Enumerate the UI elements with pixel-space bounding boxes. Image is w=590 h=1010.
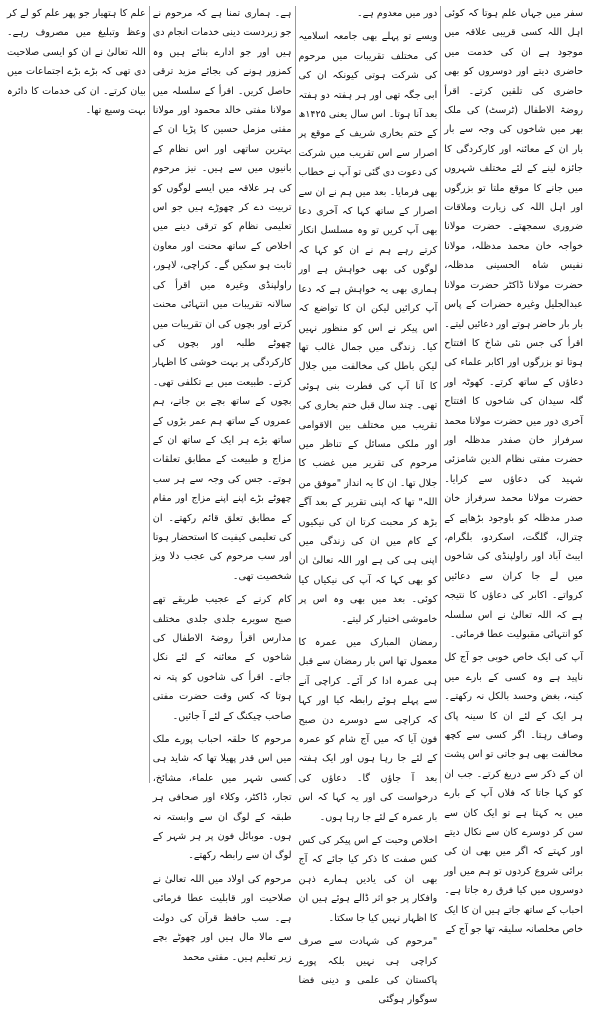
column-1 xyxy=(441,4,586,936)
paragraph: مرحوم کا حلقہ احباب پورے ملک میں اس قدر پھیلا تھا کہ شاید ہی کسی شہر میں علماء، مشائخ، تجار، ڈاکٹر، وکلاء اور صحافی ہر طبقہ کے لوگ ان سے وابستہ نہ ہوں۔ موبائل فون پر ہر شہر کے لوگ ان سے رابطہ رکھتے۔ xyxy=(152,734,292,862)
column-4 xyxy=(4,4,149,785)
paragraph: رمضان المبارک میں عمرہ کا معمول تھا اس بار رمضان سے قبل ہی عمرہ ادا کر آئے۔ کراچی آنے سے پہلے ہوئے رابطہ کیا اور کہا کہ کراچی سے دوسرے دن صبح فون آیا کہ میں آج شام کو عمرہ کے لئے جا رہا ہوں اور ایک ہفتہ بعد آ جاؤں گا۔ دعاؤں کی درخواست کی اور یہ کہا کہ اس بار عمرہ کے لئے جا رہا ہوں۔ xyxy=(298,637,438,823)
paragraph: ویسے تو پہلے بھی جامعہ اسلامیہ کی مختلف تقریبات میں مرحوم کی شرکت ہوتی کیونکہ ان کی ابی جگہ تھی اور ہر ہفتہ دو ہفتہ بعد آنا ہوتا۔ اس سال یعنی ۱۴۲۵ھ کے ختم بخاری شریف کے موقع پر اصرار سے اس تقریب میں شرکت کی دعوت دی گئی تو آپ نے خطاب بھی فرمایا۔ بعد میں ہم نے ان سے اصرار کے ساتھ کہا کہ آخری دعا بھی آپ کریں تو وہ مسلسل انکار کرتے رہے ہم نے ان کو کہا کہ لوگوں کی بھی خواہش ہے اور ہماری بھی یہ خواہش ہے کہ دعا آپ کرائیں لیکن ان کا تواضع کہ اس پیکر نے اس کو منظور نہیں کیا۔ زندگی میں جمال غالب تھا لیکن باطل کی مخالفت میں جلال کا آنا آپ کی فطرت بنی ہوئی تھی۔ چند سال قبل ختم بخاری کی تقریب میں مختلف بین الاقوامی اور ملکی مسائل کے تناظر میں مرحوم کی تقریر میں غضب کا جلال تھا۔ ان کا یہ انداز "موفق من اللہ" تھا کہ اپنی تقریر کے بعد آگے بڑھ کر محبت کرتا ان کی نیکیوں کے کام میں ان کی زندگی میں اپنی ہی کی ہے اور اللہ تعالیٰ ان کو بھی کہا کہ آپ کی نیکیاں کیا کوئی۔ بعد میں بھی وہ اس پر خاموشی اختیار کر لیتے۔ xyxy=(298,31,438,625)
paragraph: دور میں معدوم ہے۔ xyxy=(357,8,438,19)
paragraph: علم کا ہتھیار جو پھر علم کو لے کر وعظ وتبلیغ میں مصروف رہے۔ اللہ تعالیٰ نے ان کو ایسی صلاحیت دی تھی کہ بڑے بڑے اجتماعات میں بیان کرتے۔ ان کی خدمات کا دائرہ بہت وسیع تھا۔ xyxy=(7,8,146,117)
paragraph: "مرحوم کی شہادت سے صرف کراچی ہی نہیں بلکہ پورے پاکستان کی علمی و دینی فضا سوگوار ہوگئی xyxy=(298,936,438,1006)
paragraph: کام کرنے کے عجیب طریقے تھے صبح سویرے جلدی جلدی مختلف مدارس اقرأ روضۃ الاطفال کی شاخوں کے معائنہ کے لئے نکل جاتے۔ اقرأ کی شاخوں کو پتہ نہ ہوتا کہ کس وقت حضرت مفتی صاحب چیکنگ کے لئے آ جائیں۔ xyxy=(152,594,292,722)
column-2 xyxy=(296,4,441,1006)
paragraph: ہے۔ ہماری تمنا ہے کہ مرحوم نے جو زبردست دینی خدمات انجام دی ہیں اور جو ادارے بنائے ہیں وہ کمزور ہونے کی بجائے مزید ترقی حاصل کریں۔ اقرأ کے سلسلہ میں مولانا مفتی خالد محمود اور مولانا مفتی مزمل حسین کا پڑیا ان کے بہترین ساتھی اور اس نظام کے بانیوں میں سے ہیں۔ نیز مرحوم کی ہر علاقہ میں ایسے لوگوں کو تربیت دے کر چھوڑے ہیں جو اس تعلیمی نظام کو ترقی دینے میں اخلاص کے ساتھ محنت اور معاون ثابت ہو سکیں گے۔ کراچی، لاہور، راولپنڈی وغیرہ میں اقرأ کی سالانہ تقریبات میں انتہائی محنت کرتے اور بچوں کی ان تقریبات میں چھوٹے طلبہ اور بچوں کی کارکردگی پر بہت خوشی کا اظہار کرتے۔ طبیعت میں بے تکلفی تھی۔ بچوں کے ساتھ بچے بن جاتے، ہم عمروں کے ساتھ ہم عمر بڑوں کے ساتھ بڑے ہر ایک کے ساتھ ان کے مزاج و طبیعت کے مطابق تعلقات ہوتے۔ جس کی وجہ سے ہر سب چھوٹے بڑے اپنے اپنے مزاج اور مقام کے مطابق تعلق قائم رکھتے۔ ان کی تعلیمی کیفیت کا استحضار ہوتا اور سب مرحوم کی عجب دلا ویز شخصیت تھی۔ xyxy=(152,8,292,582)
paragraph: اخلاص وحبت کے اس پیکر کی کس کس صفت کا ذکر کیا جائے کہ آج بھی ان کی یادیں ہمارے ذہن وافکار پر جو اثر ڈالے ہوئے ہیں ان کا اظہار نہیں کیا جا سکتا۔ xyxy=(298,835,438,924)
paragraph: آپ کی ایک خاص خوبی جو آج کل ناپید ہے وہ کسی کے بارے میں کینہ، بغض وحسد بالکل نہ رکھتے۔ ہر ایک کے لئے ان کا سینہ پاک وصاف رہتا۔ اگر کسی سے کچھ مخالفت بھی ہو جاتی تو اس پشت ان کے ذکر سے دریغ کرتے۔ جب ان کو کہا جاتا کہ فلاں آپ کے بارے میں یہ کہتا ہے تو ایک کان سے سن کر دوسرے کان سے نکال دیتے اور کہتے کہ اگر میں بھی ان کی برائی شروع کردوں تو ہم میں اور دوسروں میں کیا فرق رہ جاتا ہے۔ احباب کے ساتھ جاتے ہیں ان کا ایک خاص مخلصانہ سلیقہ تھا جو آج کے xyxy=(444,652,583,936)
column-3 xyxy=(150,4,295,963)
paragraph: سفر میں جہاں علم ہوتا کہ کوئی اہل اللہ کسی قریبی علاقہ میں موجود ہے ان کی خدمت میں حاضری دیتے اور دوسروں کو بھی حاضری کی تلقین کرتے۔ اقرأ روضۃ الاطفال (ٹرسٹ) کی ملک بھر میں شاخوں کی وجہ سے بار بار ان کے معائنہ اور کارکردگی کا جائزہ لینے کے لئے مختلف شہروں میں جانے کا موقع ملتا تو بزرگوں اور اہل اللہ کی زیارت وملاقات ضروری سمجھتے۔ حضرت مولانا خواجہ خان محمد مدظلہ، مولانا نفیس شاہ الحسینی مدظلہ، حضرت مولانا ڈاکٹر حضرت مولانا عبدالجلیل وغیرہ حضرات کے پاس بار بار حاضر ہوتے اور دعائیں لیتے۔ اقرأ کی جس نئی شاخ کا افتتاح ہوتا تو بزرگوں اور اکابر علماء کی دعاؤں کے ساتھ کرتے۔ کھوٹہ اور گلہ سیدان کی شاخوں کا افتتاح آخری دور میں حضرت مولانا محمد سرفراز خان صفدر مدظلہ اور حضرت مفتی نظام الدین شامزئی شہید کی دعاؤں سے کرایا۔ حضرت مولانا محمد سرفراز خان صدر مدظلہ کو باوجود بڑھاپے کے چترال، گلگت، اسکردو، بلگرام، ایبٹ آباد اور راولپنڈی کی شاخوں میں لے جا کران سے دعائیں کرواتے۔ اکابر کی دعاؤں کا نتیجہ ہے کہ اللہ تعالیٰ نے اس سلسلہ کو انتہائی مقبولیت عطا فرمائی۔ xyxy=(444,8,583,640)
paragraph: مرحوم کی اولاد میں اللہ تعالیٰ نے صلاحیت اور قابلیت عطا فرمائی ہے۔ سب حافظ قرآن کی دولت سے مالا مال ہیں اور چھوٹے بچے زیر تعلیم ہیں۔ مفتی محمد xyxy=(152,873,292,963)
